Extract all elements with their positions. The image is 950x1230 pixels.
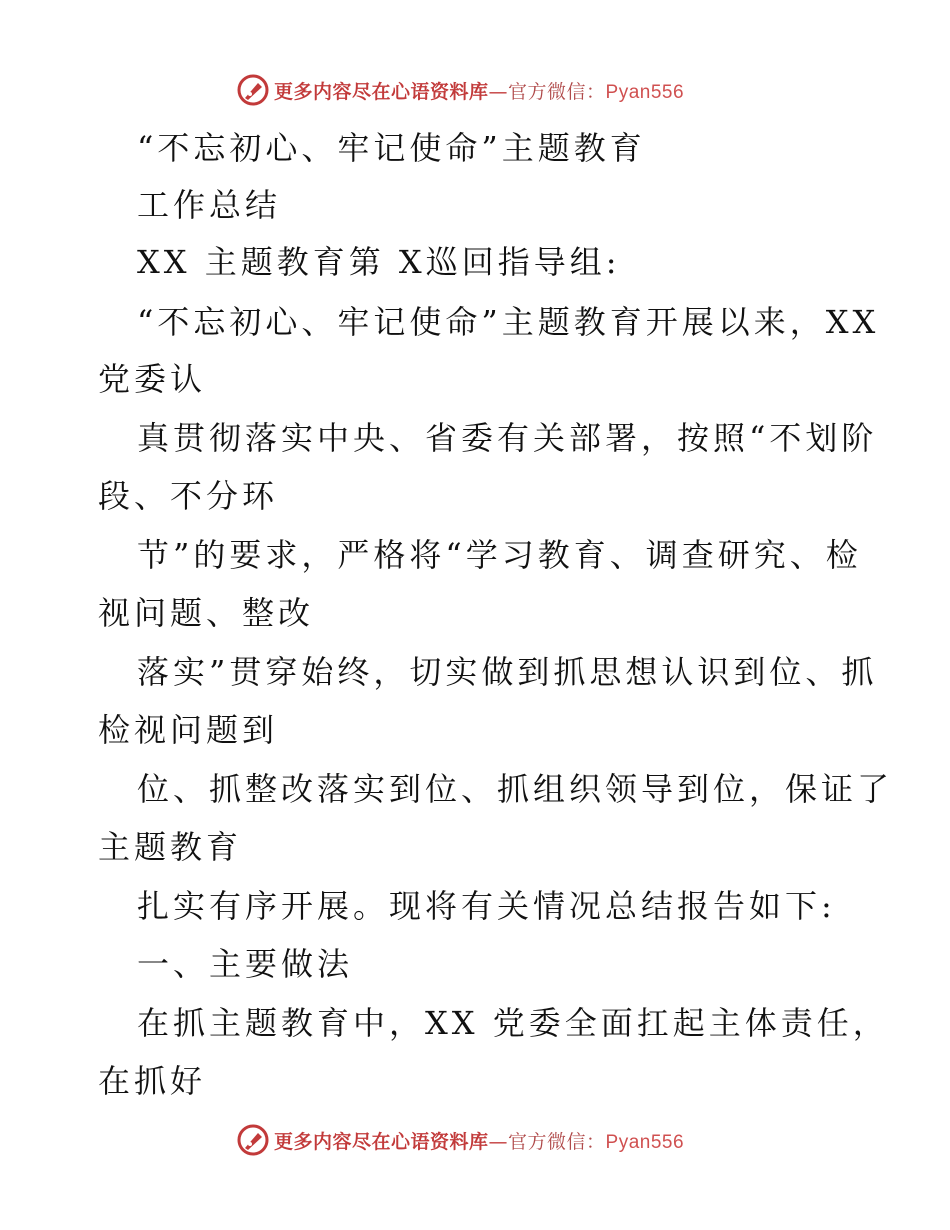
paragraph-line: 党委认: [98, 360, 207, 398]
banner-official-label: 官方微信：: [508, 80, 606, 103]
document-title: “不忘初心、牢记使命”主题教育: [137, 129, 646, 167]
banner-official-label: 官方微信：: [508, 1130, 606, 1153]
banner-separator: —: [488, 80, 509, 103]
paragraph-line: 落实”贯穿始终，切实做到抓思想认识到位、抓: [137, 653, 878, 691]
document-addressee: XX 主题教育第 X巡回指导组:: [137, 243, 621, 281]
document-subtitle: 工作总结: [137, 186, 282, 224]
paragraph-line: 在抓主题教育中，XX 党委全面扛起主体责任，: [137, 1004, 889, 1042]
section-heading: 一、主要做法: [137, 945, 354, 983]
paragraph-line: 段、不分环: [98, 477, 279, 515]
paragraph-line: 真贯彻落实中央、省委有关部署，按照“不划阶: [137, 419, 878, 457]
footer-banner: [236, 1122, 684, 1158]
banner-brand: 更多内容尽在心语资料库: [274, 1130, 489, 1153]
paragraph-line: 在抓好: [98, 1062, 207, 1100]
paragraph-line: 视问题、整改: [98, 594, 315, 632]
paragraph-line: 位、抓整改落实到位、抓组织领导到位，保证了: [137, 770, 894, 808]
paragraph-line: 检视问题到: [98, 711, 279, 749]
banner-brand: 更多内容尽在心语资料库: [274, 80, 489, 103]
banner-handle: Pyan556: [605, 81, 685, 103]
paragraph-line: 扎实有序开展。现将有关情况总结报告如下:: [137, 887, 836, 925]
banner-text: [274, 1127, 684, 1154]
paragraph-line: 主题教育: [98, 828, 243, 866]
banner-handle: Pyan556: [605, 1131, 685, 1153]
paragraph-line: “不忘初心、牢记使命”主题教育开展以来，XX: [137, 303, 880, 341]
banner-separator: —: [488, 1130, 509, 1153]
paragraph-line: 节”的要求，严格将“学习教育、调查研究、检: [137, 536, 862, 574]
pen-nib-circle-icon: [236, 1123, 270, 1157]
